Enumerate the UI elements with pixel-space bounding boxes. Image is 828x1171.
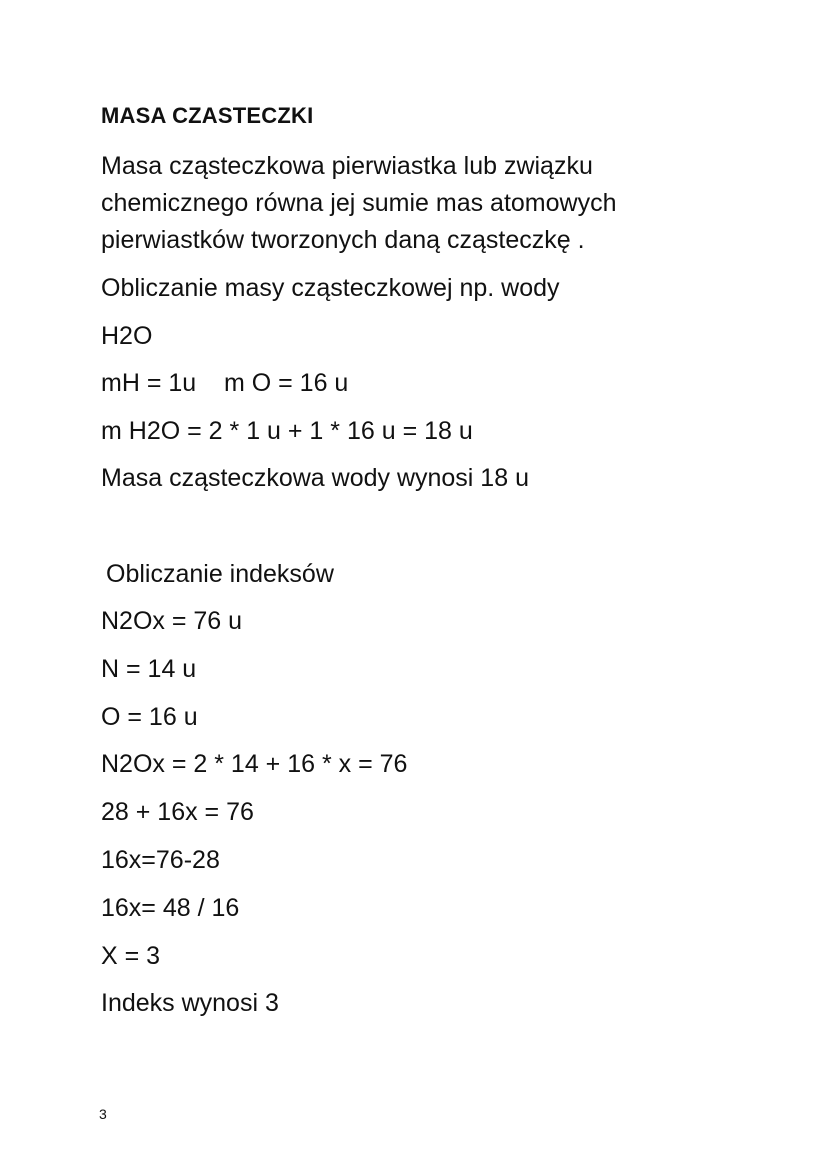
index-line: N = 14 u — [101, 655, 197, 683]
index-line: N2Ox = 76 u — [101, 607, 243, 635]
intro-paragraph: Masa cząsteczkowa pierwiastka lub związku chemicznego równa jej sumie mas atomowych pierwiastków tworzonych daną cząsteczkę . — [101, 152, 617, 254]
page-number: 3 — [99, 1106, 107, 1122]
atomic-masses-line: mH = 1u m O = 16 u — [101, 369, 349, 397]
index-result-line: Indeks wynosi 3 — [101, 989, 279, 1017]
index-line: 16x= 48 / 16 — [101, 894, 240, 922]
water-calculation-line: m H2O = 2 * 1 u + 1 * 16 u = 18 u — [101, 417, 473, 445]
document-title: MASA CZASTECZKI — [101, 103, 314, 128]
water-result-line: Masa cząsteczkowa wody wynosi 18 u — [101, 464, 529, 492]
index-line: N2Ox = 2 * 14 + 16 * x = 76 — [101, 750, 408, 778]
index-line: X = 3 — [101, 942, 161, 970]
index-line: 16x=76-28 — [101, 846, 220, 874]
water-section-heading: Obliczanie masy cząsteczkowej np. wody — [101, 274, 560, 302]
index-line: 28 + 16x = 76 — [101, 798, 254, 826]
index-section-heading: Obliczanie indeksów — [106, 560, 334, 588]
water-formula: H2O — [101, 322, 153, 350]
index-line: O = 16 u — [101, 703, 198, 731]
